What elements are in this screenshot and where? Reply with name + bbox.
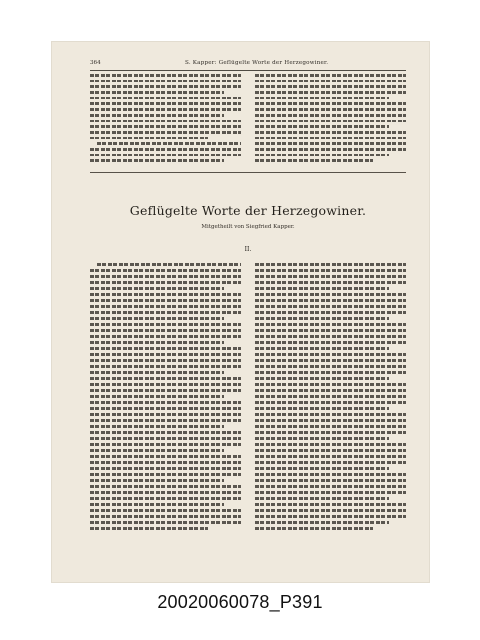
text-line (255, 159, 373, 162)
text-line (255, 287, 389, 290)
text-line (90, 497, 241, 500)
text-line (255, 395, 406, 398)
text-line (255, 329, 406, 332)
text-line (255, 335, 406, 338)
text-line (90, 503, 224, 506)
upper-right-body-text (255, 74, 406, 162)
running-head: S. Kapper: Geflügelte Worte der Herzegowiner. (185, 60, 329, 66)
text-line (90, 148, 241, 151)
text-line (90, 85, 241, 88)
text-line (255, 365, 406, 368)
text-line (90, 102, 241, 105)
text-line (90, 335, 241, 338)
text-line (255, 263, 406, 266)
text-line (90, 91, 224, 94)
text-line (255, 455, 406, 458)
text-line (90, 521, 241, 524)
text-line (90, 299, 241, 302)
text-line (255, 443, 406, 446)
text-line (255, 269, 406, 272)
text-line (255, 293, 406, 296)
text-line (255, 503, 406, 506)
text-line (90, 329, 241, 332)
text-line (255, 401, 406, 404)
text-line (90, 383, 241, 386)
text-line (90, 389, 241, 392)
text-line (255, 383, 406, 386)
text-line (90, 515, 241, 518)
text-line (255, 431, 406, 434)
text-line (255, 299, 406, 302)
text-line (255, 323, 406, 326)
text-line (90, 509, 241, 512)
text-line (90, 431, 241, 434)
text-line (90, 293, 241, 296)
lower-right-body-text (255, 263, 406, 556)
text-line (255, 317, 389, 320)
text-line (90, 287, 224, 290)
text-line (255, 131, 406, 134)
text-line (255, 341, 406, 344)
text-line (255, 521, 389, 524)
text-line (255, 311, 406, 314)
text-line (255, 120, 406, 123)
text-line (255, 461, 406, 464)
text-line (90, 323, 241, 326)
text-line (90, 154, 241, 157)
text-line (255, 102, 406, 105)
text-line (255, 515, 406, 518)
text-line (90, 114, 224, 117)
text-line (255, 527, 373, 530)
text-line (255, 485, 406, 488)
text-line (90, 365, 241, 368)
text-line (90, 419, 241, 422)
text-line (90, 455, 241, 458)
text-line (90, 461, 241, 464)
page-header (90, 60, 406, 71)
text-line (90, 467, 241, 470)
text-line (255, 413, 406, 416)
text-line (255, 419, 406, 422)
text-line (90, 479, 224, 482)
text-line (90, 125, 241, 128)
text-line (90, 437, 241, 440)
text-line (255, 154, 389, 157)
text-line (90, 401, 241, 404)
text-line (255, 371, 406, 374)
text-line (90, 281, 241, 284)
upper-left-body-text (90, 74, 241, 162)
text-line (90, 131, 241, 134)
catalog-label: 20020060078_P391 (157, 592, 323, 612)
text-line (255, 491, 406, 494)
text-line (90, 120, 241, 123)
text-line (255, 449, 406, 452)
text-line (255, 148, 406, 151)
text-line (90, 377, 241, 380)
text-line (90, 353, 241, 356)
text-line (90, 269, 241, 272)
text-line (90, 137, 208, 140)
text-line (255, 108, 406, 111)
text-line (255, 389, 406, 392)
text-line (90, 74, 241, 77)
text-line (255, 137, 406, 140)
text-line (90, 413, 241, 416)
text-line (90, 395, 224, 398)
text-line (255, 281, 406, 284)
text-line (90, 311, 241, 314)
text-line (255, 467, 389, 470)
section-divider (90, 172, 406, 173)
text-line (90, 317, 224, 320)
text-line (255, 80, 406, 83)
text-line (90, 485, 241, 488)
lower-left-body-text (90, 263, 241, 556)
text-line (255, 85, 406, 88)
text-line (97, 263, 241, 266)
text-line (90, 527, 208, 530)
article-subtitle: Mitgetheilt von Siegfried Kapper. (201, 224, 295, 230)
text-line (90, 305, 241, 308)
text-line (90, 443, 241, 446)
text-line (90, 425, 224, 428)
text-line (90, 80, 241, 83)
text-line (255, 377, 389, 380)
text-line (90, 473, 241, 476)
text-line (255, 437, 389, 440)
text-line (255, 359, 406, 362)
text-line (90, 359, 241, 362)
page-number: 364 (90, 60, 101, 66)
text-line (90, 159, 224, 162)
text-line (90, 491, 241, 494)
text-line (90, 275, 241, 278)
text-line (90, 371, 224, 374)
text-line (255, 74, 406, 77)
text-line (255, 125, 389, 128)
text-line (90, 407, 241, 410)
section-number: II. (244, 246, 252, 253)
text-line (255, 425, 406, 428)
document-page (90, 60, 406, 560)
text-line (255, 407, 389, 410)
text-line (90, 347, 241, 350)
text-line (255, 114, 406, 117)
text-line (90, 108, 241, 111)
text-line (255, 305, 406, 308)
text-line (255, 275, 406, 278)
text-line (255, 353, 406, 356)
text-line (255, 479, 406, 482)
article-title: Geflügelte Worte der Herzegowiner. (129, 203, 367, 218)
text-line (90, 97, 241, 100)
text-line (255, 347, 389, 350)
text-line (255, 497, 389, 500)
text-line (255, 91, 406, 94)
text-line (255, 473, 406, 476)
text-line (255, 142, 406, 145)
scanned-page (52, 42, 429, 582)
text-line (255, 509, 406, 512)
text-line (90, 449, 224, 452)
text-line (97, 142, 241, 145)
text-line (90, 341, 224, 344)
text-line (255, 97, 389, 100)
